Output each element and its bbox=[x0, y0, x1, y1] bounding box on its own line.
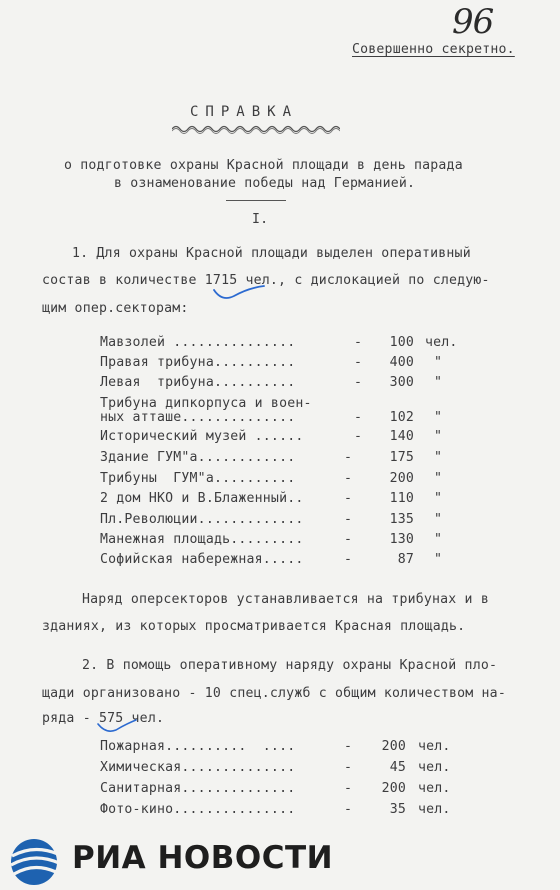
service-name: Санитарная.............. bbox=[100, 781, 296, 796]
sectors-note-line-2: зданиях, из которых просматривается Красная площадь. bbox=[42, 619, 466, 634]
ria-novosti-wordmark: РИА НОВОСТИ bbox=[72, 840, 334, 876]
service-name: Химическая.............. bbox=[100, 760, 296, 775]
sector-value: 102 bbox=[389, 410, 414, 425]
sector-unit: " bbox=[434, 429, 443, 444]
service-dash: - bbox=[344, 739, 353, 754]
sector-dash: - bbox=[344, 471, 353, 486]
ria-globe-logo-icon bbox=[6, 836, 62, 886]
sector-value: 100 bbox=[389, 335, 414, 350]
sector-name: Трибуна дипкорпуса и воен- bbox=[100, 396, 312, 411]
service-unit: чел. bbox=[418, 760, 451, 775]
sector-unit: " bbox=[434, 471, 443, 486]
sector-unit: " bbox=[434, 355, 443, 370]
sector-dash: - bbox=[354, 335, 363, 350]
sector-unit: " bbox=[434, 450, 443, 465]
service-name: Фото-кино............... bbox=[100, 802, 296, 817]
sector-unit: " bbox=[434, 375, 443, 390]
sector-dash: - bbox=[344, 491, 353, 506]
title-ornament-icon bbox=[172, 124, 340, 134]
divider-line bbox=[226, 200, 286, 201]
sector-name: Софийская набережная..... bbox=[100, 552, 304, 567]
service-value: 200 bbox=[381, 781, 406, 796]
sector-row bbox=[0, 355, 560, 374]
service-name: Пожарная.......... .... bbox=[100, 739, 296, 754]
sector-row bbox=[0, 491, 560, 510]
sector-value: 200 bbox=[389, 471, 414, 486]
sector-dash: - bbox=[354, 429, 363, 444]
handwritten-check-mark-icon bbox=[96, 718, 138, 736]
section-number: I. bbox=[252, 212, 269, 227]
sector-row bbox=[0, 471, 560, 490]
sector-name: Мавзолей ............... bbox=[100, 335, 296, 350]
subtitle-line-2: в ознаменование победы над Германией. bbox=[114, 176, 416, 191]
sector-dash: - bbox=[354, 375, 363, 390]
service-value: 45 bbox=[389, 760, 406, 775]
sector-name: Пл.Революции............. bbox=[100, 512, 304, 527]
sectors-note-line-1: Наряд оперсекторов устанавливается на трибунах и в bbox=[82, 592, 489, 607]
sector-row bbox=[0, 429, 560, 448]
sector-unit: " bbox=[434, 512, 443, 527]
service-dash: - bbox=[344, 802, 353, 817]
classification-stamp: Совершенно секретно. bbox=[352, 42, 515, 57]
sector-value: 135 bbox=[389, 512, 414, 527]
sector-value: 87 bbox=[397, 552, 414, 567]
sector-value: 300 bbox=[389, 375, 414, 390]
sector-row bbox=[0, 335, 560, 354]
sector-name: Левая трибуна.......... bbox=[100, 375, 296, 390]
service-unit: чел. bbox=[418, 739, 451, 754]
sector-row bbox=[0, 396, 560, 432]
sector-name-cont: ных атташе.............. bbox=[100, 410, 296, 425]
handwritten-page-number: 96 bbox=[452, 2, 494, 42]
sector-name: Правая трибуна.......... bbox=[100, 355, 296, 370]
service-dash: - bbox=[344, 760, 353, 775]
sector-unit: " bbox=[434, 491, 443, 506]
sector-value: 110 bbox=[389, 491, 414, 506]
sector-unit: " bbox=[434, 532, 443, 547]
sector-dash: - bbox=[344, 532, 353, 547]
sector-value: 400 bbox=[389, 355, 414, 370]
sector-name: Исторический музей ...... bbox=[100, 429, 304, 444]
service-row bbox=[0, 802, 560, 821]
sector-name: Здание ГУМ"а............ bbox=[100, 450, 296, 465]
sector-row bbox=[0, 450, 560, 469]
para1-line-1: 1. Для охраны Красной площади выделен оперативный bbox=[72, 246, 471, 261]
document-title: СПРАВКА bbox=[190, 104, 299, 120]
sector-row bbox=[0, 532, 560, 551]
sector-value: 140 bbox=[389, 429, 414, 444]
sector-name: 2 дом НКО и В.Блаженный.. bbox=[100, 491, 304, 506]
service-unit: чел. bbox=[418, 781, 451, 796]
service-value: 200 bbox=[381, 739, 406, 754]
para2-line-2: щади организовано - 10 спец.служб с общим количеством на- bbox=[42, 686, 506, 701]
sector-unit: " bbox=[434, 410, 443, 425]
sector-value: 175 bbox=[389, 450, 414, 465]
subtitle-line-1: о подготовке охраны Красной площади в день парада bbox=[64, 158, 463, 173]
sector-dash: - bbox=[354, 355, 363, 370]
sector-dash: - bbox=[354, 410, 363, 425]
para2-line-1: 2. В помощь оперативному наряду охраны Красной пло- bbox=[82, 658, 498, 673]
sector-unit: чел. bbox=[425, 335, 458, 350]
sector-name: Манежная площадь......... bbox=[100, 532, 304, 547]
service-row bbox=[0, 760, 560, 779]
service-row bbox=[0, 739, 560, 758]
service-dash: - bbox=[344, 781, 353, 796]
para2-line-3: ряда - 575 чел. bbox=[42, 711, 165, 726]
service-row bbox=[0, 781, 560, 800]
sector-unit: " bbox=[434, 552, 443, 567]
service-value: 35 bbox=[389, 802, 406, 817]
sector-dash: - bbox=[344, 552, 353, 567]
para1-line-3: щим опер.секторам: bbox=[42, 301, 189, 316]
para1-line-2: состав в количестве 1715 чел., с дислокацией по следую- bbox=[42, 273, 490, 288]
sector-dash: - bbox=[344, 450, 353, 465]
service-unit: чел. bbox=[418, 802, 451, 817]
sector-dash: - bbox=[344, 512, 353, 527]
sector-row bbox=[0, 552, 560, 571]
sector-name: Трибуны ГУМ"а.......... bbox=[100, 471, 296, 486]
sector-value: 130 bbox=[389, 532, 414, 547]
handwritten-check-mark-icon bbox=[212, 284, 266, 304]
sector-row bbox=[0, 375, 560, 394]
sector-row bbox=[0, 512, 560, 531]
